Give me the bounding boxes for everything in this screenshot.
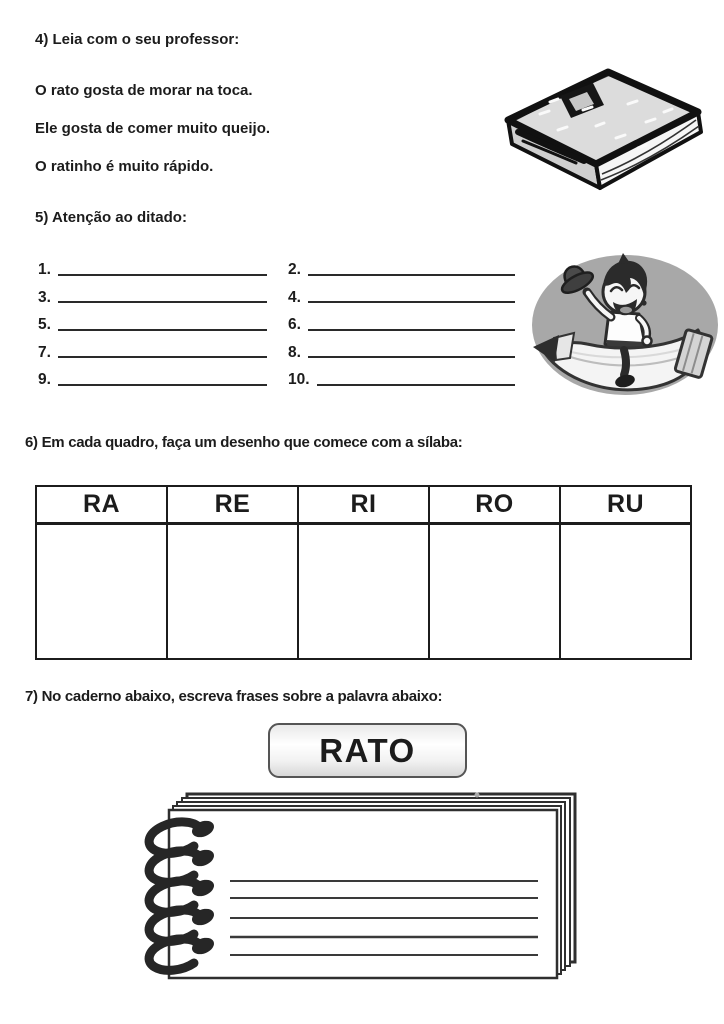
blank-line <box>58 384 267 386</box>
blank-number: 1. <box>38 261 51 278</box>
spiral-notebook-icon <box>142 792 582 991</box>
syllable-header-re: RE <box>167 486 298 523</box>
blank-line <box>58 301 267 303</box>
blank-number: 10. <box>288 371 310 388</box>
blank-line <box>58 356 267 358</box>
drawing-cells-row <box>36 523 691 659</box>
drawing-cell-ri <box>298 523 429 659</box>
blank-line <box>58 329 267 331</box>
dictation-blank-2 <box>288 251 515 279</box>
blank-number: 5. <box>38 316 51 333</box>
dictation-list <box>38 251 515 389</box>
section4-sentence-1: O rato gosta de morar na toca. <box>35 82 253 99</box>
section4-heading: 4) Leia com o seu professor: <box>35 31 240 48</box>
blank-number: 6. <box>288 316 301 333</box>
section4-sentence-3: O ratinho é muito rápido. <box>35 158 214 175</box>
syllable-header-ro: RO <box>429 486 560 523</box>
blank-number: 9. <box>38 371 51 388</box>
drawing-cell-ra <box>36 523 167 659</box>
dictation-blank-5 <box>38 306 267 334</box>
blank-number: 7. <box>38 343 51 361</box>
dictation-blank-10 <box>288 361 515 389</box>
syllable-header-row <box>36 486 691 523</box>
blank-line <box>308 356 515 358</box>
word-box <box>268 723 467 778</box>
blank-line <box>308 301 515 303</box>
blank-number: 2. <box>288 261 301 278</box>
dictation-blank-8 <box>288 334 515 362</box>
book-icon <box>488 62 710 207</box>
dictation-blank-4 <box>288 279 515 307</box>
blank-number: 8. <box>288 343 301 361</box>
word-label: RATO <box>319 731 416 769</box>
section7-heading: 7) No caderno abaixo, escreva frases sobre a palavra abaixo: <box>25 688 443 705</box>
drawing-cell-ro <box>429 523 560 659</box>
drawing-cell-re <box>167 523 298 659</box>
section6-heading: 6) Em cada quadro, faça um desenho que comece com a sílaba: <box>25 434 463 451</box>
blank-line <box>317 384 515 386</box>
drawing-cell-ru <box>560 523 691 659</box>
syllable-header-ru: RU <box>560 486 691 523</box>
dictation-blank-1 <box>38 251 267 279</box>
blank-number: 3. <box>38 288 51 306</box>
section4-sentence-2: Ele gosta de comer muito queijo. <box>35 120 271 137</box>
syllable-header-ra: RA <box>36 486 167 523</box>
boy-riding-pencil-icon <box>527 250 719 411</box>
section5-heading: 5) Atenção ao ditado: <box>35 209 187 226</box>
blank-line <box>308 329 515 331</box>
blank-line <box>308 274 515 276</box>
blank-line <box>58 274 267 276</box>
dictation-blank-9 <box>38 361 267 389</box>
dictation-blank-3 <box>38 279 267 307</box>
syllable-table <box>35 485 692 660</box>
syllable-header-ri: RI <box>298 486 429 523</box>
blank-number: 4. <box>288 288 301 306</box>
dictation-blank-7 <box>38 334 267 362</box>
dictation-blank-6 <box>288 306 515 334</box>
